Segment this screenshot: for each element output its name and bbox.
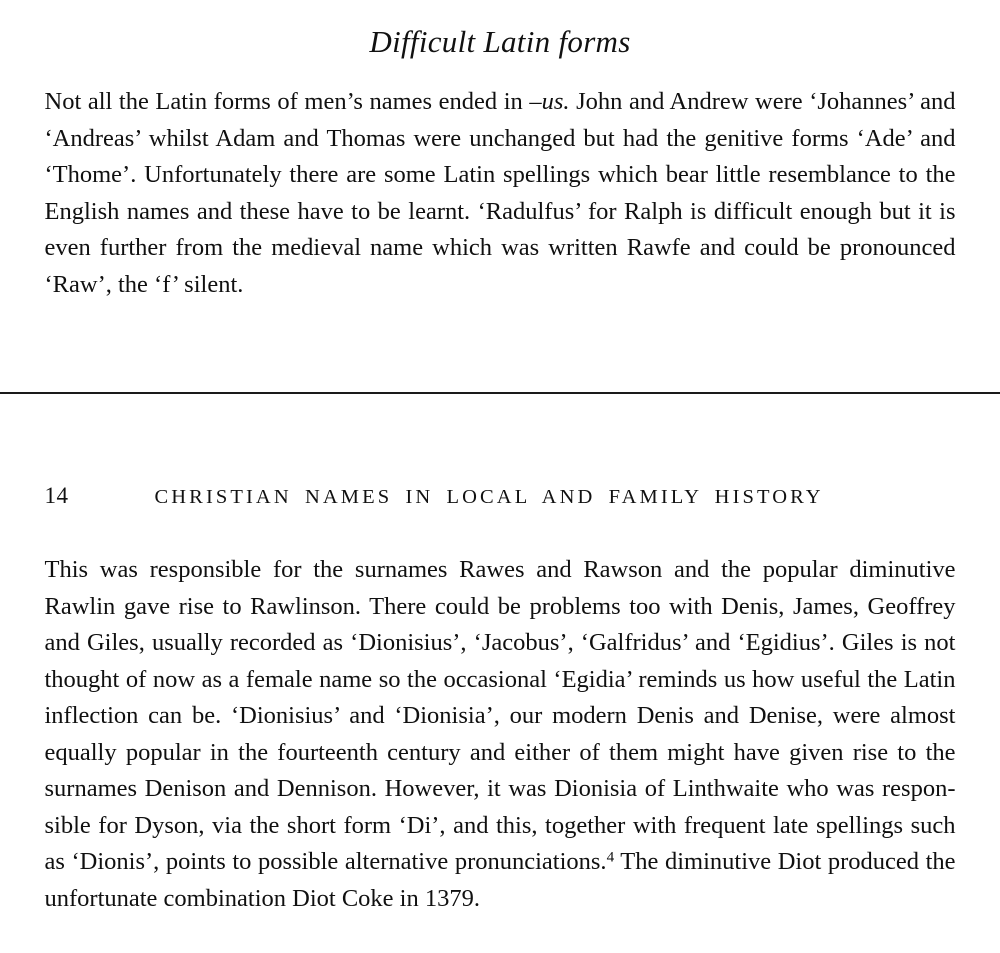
- paragraph-text-part-one: This was responsible for the surnames Rawes and Rawson and the popular diminutive Rawlin gave rise to Rawlinson. There could be problems too with Denis, James, Geoffrey and Giles, usually recorded as ‘Dionisius’, ‘Jacobus’, ‘Galfridus’ and ‘Egidius’. Giles is not thought of now as a female name so the occasional ‘Egidia’ reminds us how useful the Latin inflection can be. ‘Dionisius’ and ‘Dionisia’, our modern Denis and Denise, were almost equally popular in the fourteenth century and either of them might have given rise to the surnames Denison and Dennison. However, it was Dionisia of Linthwaite who was respon-sible for Dyson, via the short form ‘Di’, and this, together with frequent late spellings such as ‘Dionis’, points to possible alternative pronunciations.: [44, 556, 956, 875]
- paragraph-text-part-two: The diminutive Diot produced the unfortunate combination Diot Coke in: [44, 848, 956, 912]
- page-separator-rule: [0, 392, 1000, 394]
- paragraph-remainder-text: John and Andrew were ‘Johannes’ and ‘Andreas’ whilst Adam and Thomas were unchanged but had the genitive forms ‘Ade’ and ‘Thome’. Unfortunately there are some Latin spellings which bear little resemblance to the English names and these have to be learnt. ‘Radulfus’ for Ralph is difficult enough but it is even further from the medieval name which was written Rawfe and could be pronounced ‘Raw’, the ‘f’ silent.: [44, 88, 956, 298]
- page-section-upper: [0, 0, 1000, 303]
- running-header-title: CHRISTIAN NAMES IN LOCAL AND FAMILY HISTORY: [154, 486, 824, 508]
- year-1379: 1379: [424, 884, 474, 912]
- page-number: 14: [44, 483, 69, 508]
- body-paragraph-surnames: [45, 509, 956, 917]
- paragraph-lead-text: Not all the Latin forms of men’s names ended in: [44, 88, 530, 115]
- paragraph-text-terminal: .: [473, 884, 480, 912]
- footnote-reference-marker[interactable]: 4: [606, 848, 615, 866]
- chapter-heading: Difficult Latin forms: [369, 24, 631, 59]
- body-paragraph-latin-forms: [45, 57, 956, 303]
- running-header: [45, 410, 956, 509]
- italic-suffix-us: –us.: [529, 88, 570, 115]
- page-section-lower: [0, 410, 1000, 917]
